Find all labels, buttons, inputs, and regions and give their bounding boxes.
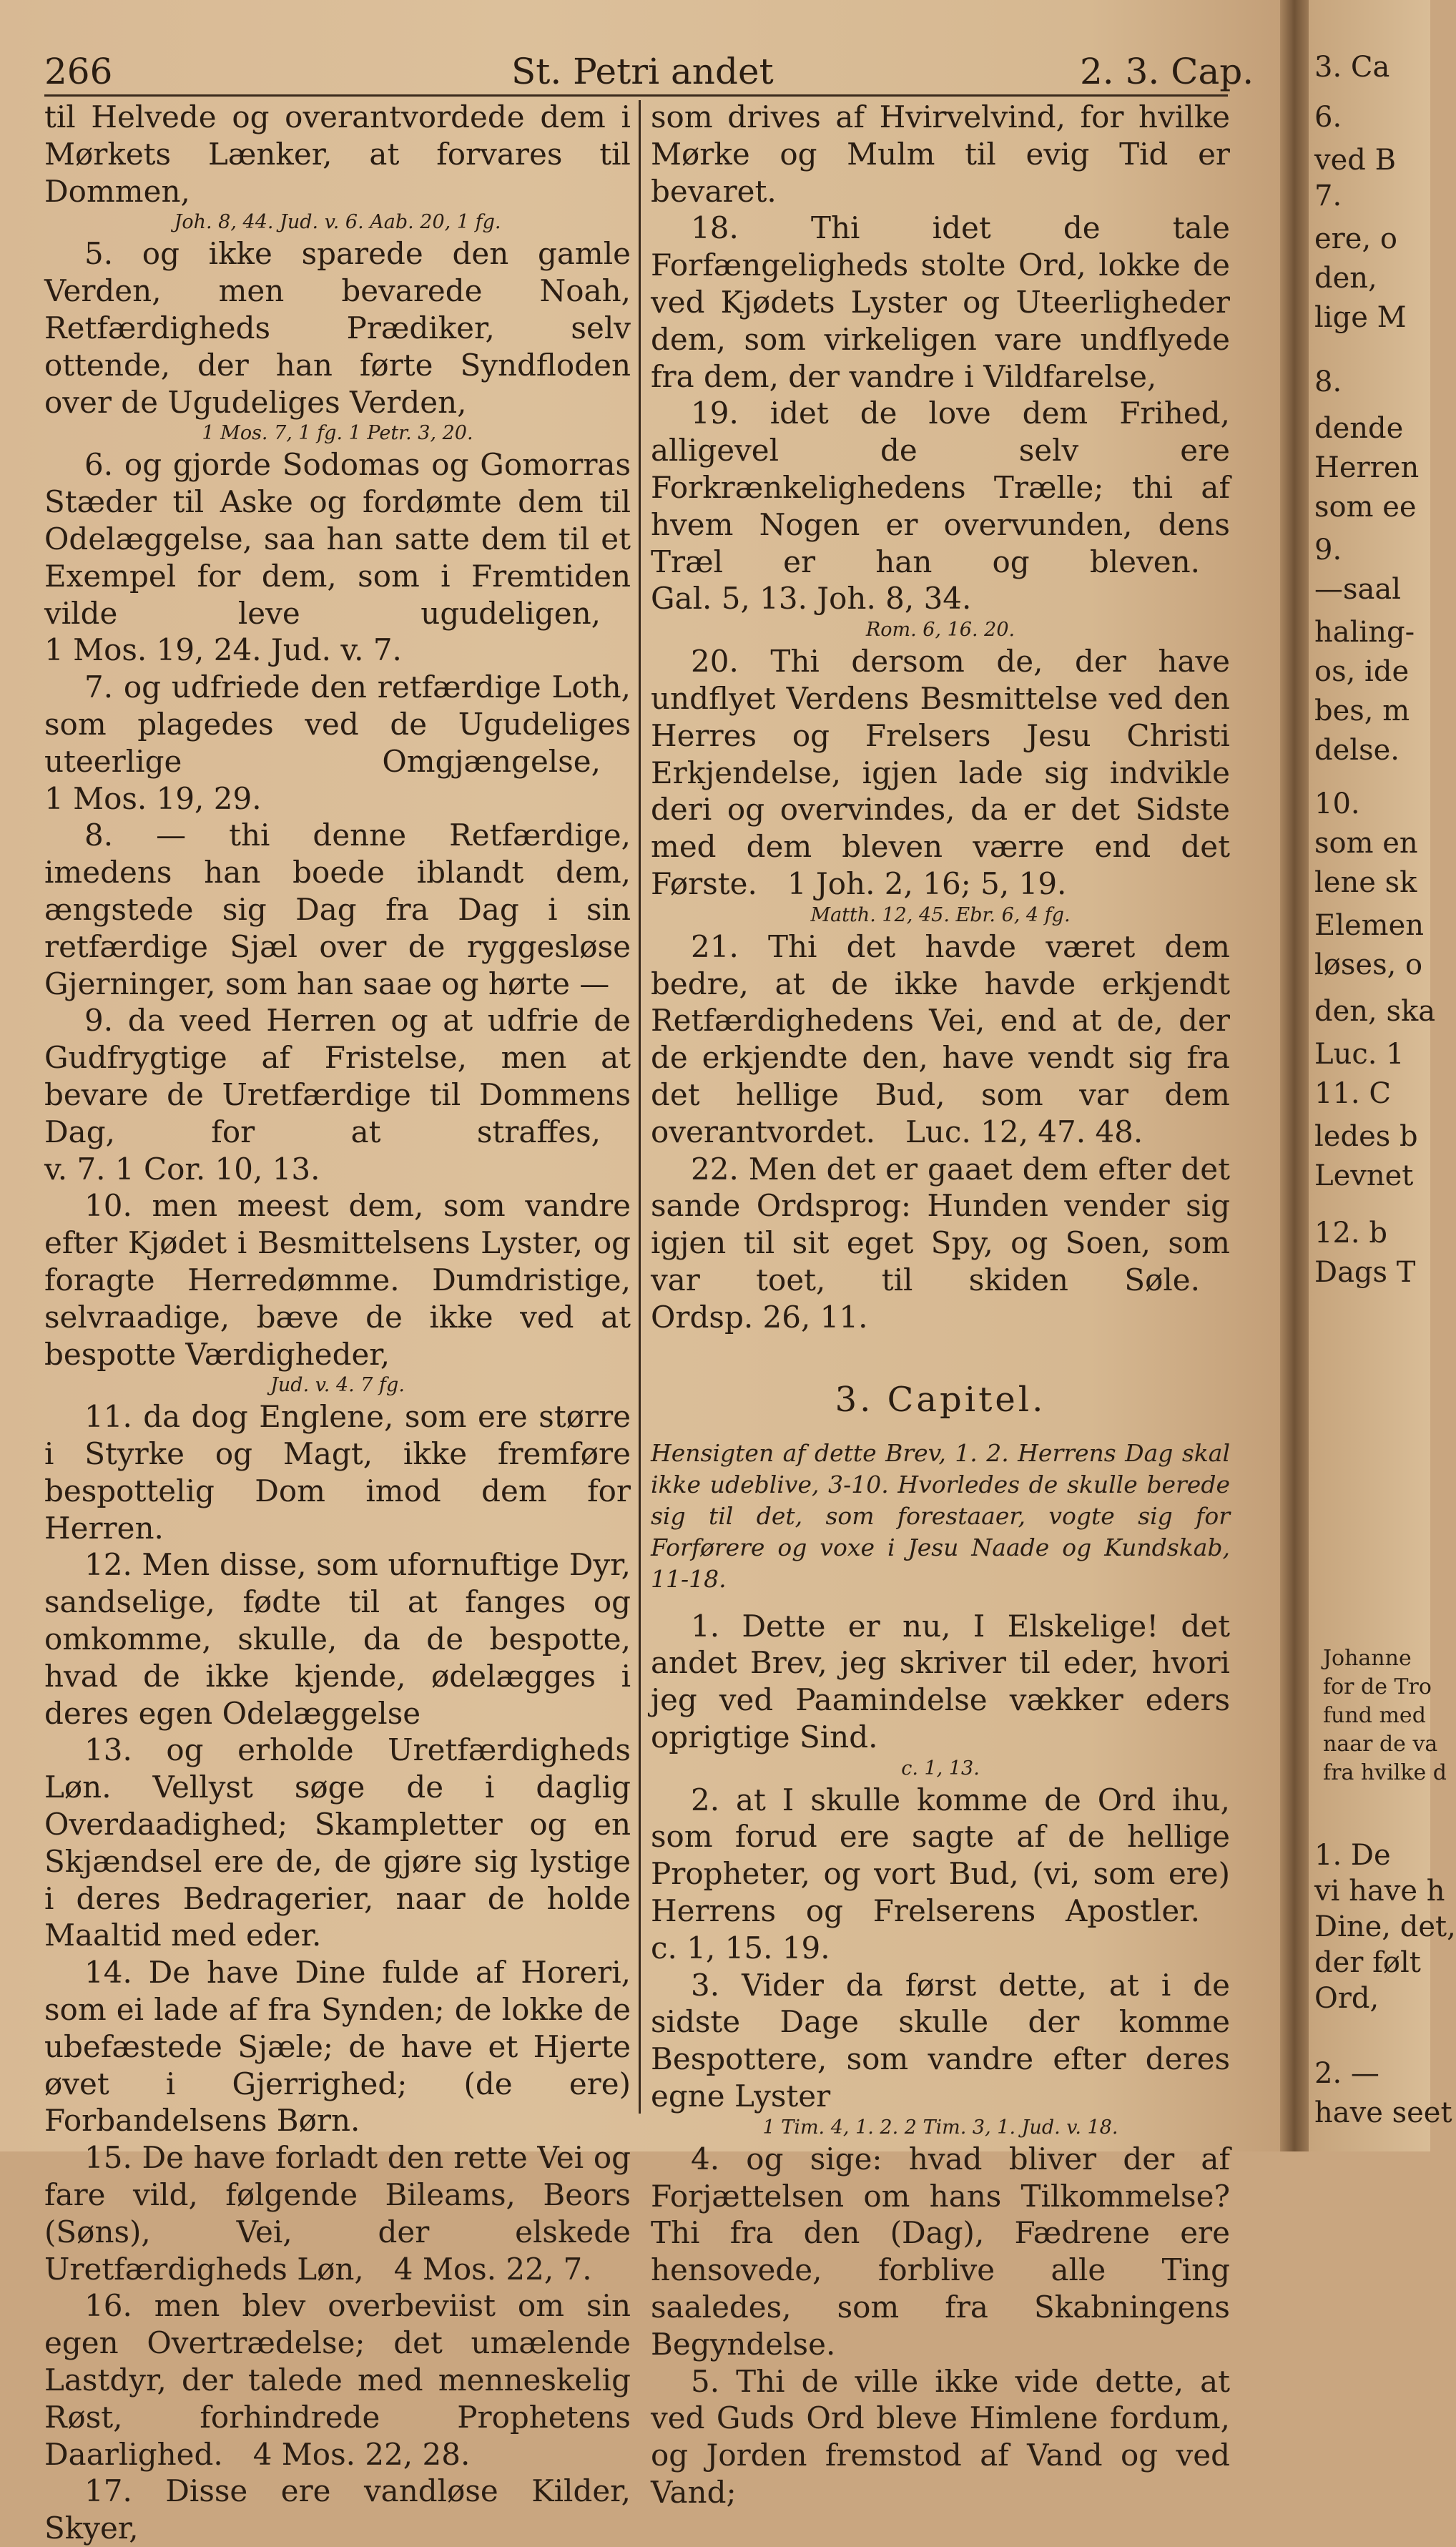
facing-page-text-fragment: 10. xyxy=(1314,787,1360,820)
facing-page-text-fragment: Dine, det, xyxy=(1314,1910,1456,1943)
facing-page-text-fragment: fund med xyxy=(1323,1703,1426,1728)
verse-paragraph xyxy=(44,235,631,421)
facing-page-text-fragment: for de Tro xyxy=(1323,1674,1432,1699)
facing-page-text-fragment: Johanne xyxy=(1323,1646,1412,1671)
facing-page-text-fragment: 1. De xyxy=(1314,1839,1391,1872)
facing-page-text-fragment: lige M xyxy=(1314,301,1407,334)
facing-page-text-fragment: fra hvilke d xyxy=(1323,1760,1447,1785)
verse-text: 4. og sige: hvad bliver der af Forjættelsen om hans Tilkommelse? Thi fra den (Dag), Fædrene ere hensovede, forblive alle Ting saaledes, som fra Skabningens Begyndelse. xyxy=(651,2141,1230,2362)
verse-paragraph xyxy=(44,669,631,817)
facing-page-text-fragment: Luc. 1 xyxy=(1314,1038,1405,1071)
facing-page-text-fragment: 11. C xyxy=(1314,1077,1391,1110)
facing-page-text-fragment: Levnet xyxy=(1314,1159,1414,1192)
header-rule xyxy=(44,94,1228,97)
facing-page-text-fragment: den, xyxy=(1314,262,1377,295)
verse-paragraph xyxy=(651,643,1230,903)
right-column xyxy=(651,99,1230,2511)
facing-page-text-fragment: 9. xyxy=(1314,534,1342,566)
verse-citation: 4 Mos. 22, 7. xyxy=(393,2251,592,2287)
cross-reference: Matth. 12, 45. Ebr. 6, 4 fg. xyxy=(810,903,1071,926)
verse-paragraph xyxy=(651,1608,1230,1756)
verse-paragraph xyxy=(44,2287,631,2473)
verse-paragraph xyxy=(651,99,1230,210)
verse-paragraph xyxy=(651,1782,1230,1967)
verse-text: 7. og udfriede den retfærdige Loth, som plagedes ved de Ugudeliges uteerlige Omgjængelse, xyxy=(44,669,631,779)
verse-text: 21. Thi det havde været dem bedre, at de ikke havde erkjendt Retfærdighedens Vei, end at de, der de erkjendte den, have vendt sig fra det hellige Bud, som var dem overantvordet. xyxy=(651,928,1230,1149)
facing-page-text-fragment: ere, o xyxy=(1314,222,1397,255)
facing-page-text-fragment: den, ska xyxy=(1314,995,1436,1028)
verse-paragraph xyxy=(44,1187,631,1373)
verse-paragraph xyxy=(44,1002,631,1187)
facing-page-text-fragment: Elemen xyxy=(1314,909,1425,942)
verse-text: 6. og gjorde Sodomas og Gomorras Stæder til Aske og fordømte dem til Odelæggelse, saa han satte dem til et Exempel for dem, som i Fremtiden vilde leve ugudeligen, xyxy=(44,447,631,631)
facing-page-text-fragment: ved B xyxy=(1314,144,1396,177)
verse-text: 9. da veed Herren og at udfrie de Gudfrygtige af Fristelse, men at bevare de Uretfærdige til Dommens Dag, for at straffes, xyxy=(44,1003,631,1149)
facing-page-text-fragment: have seet xyxy=(1314,2096,1452,2129)
facing-page-text-fragment: naar de va xyxy=(1323,1732,1438,1757)
verse-citation: Gal. 5, 13. Joh. 8, 34. xyxy=(651,581,972,617)
facing-page-text-fragment: delse. xyxy=(1314,734,1400,767)
facing-page-text-fragment: Dags T xyxy=(1314,1256,1416,1289)
column-divider xyxy=(639,100,641,2114)
verse-citation: 1 Mos. 19, 29. xyxy=(44,780,262,816)
facing-page-text-fragment: vi have h xyxy=(1314,1875,1445,1908)
verse-paragraph xyxy=(44,1546,631,1732)
facing-page-text-fragment: som ee xyxy=(1314,491,1417,524)
verse-text: 2. at I skulle komme de Ord ihu, som forud ere sagte af de hellige Propheter, og vort Bud, (vi, som ere) Herrens og Frelserens Apostler. xyxy=(651,1782,1230,1929)
facing-page-text-fragment: haling- xyxy=(1314,616,1415,649)
facing-page-text-fragment: dende xyxy=(1314,412,1404,445)
verse-text: 3. Vider da først dette, at i de sidste Dage skulle der komme Bespottere, som vandre efter deres egne Lyster xyxy=(651,1967,1230,2114)
verse-paragraph xyxy=(44,2139,631,2287)
running-title: St. Petri andet xyxy=(511,51,774,92)
facing-page-text-fragment: som en xyxy=(1314,827,1418,860)
verse-citation: Ordsp. 26, 11. xyxy=(651,1299,868,1335)
verse-text: 5. og ikke sparede den gamle Verden, men bevarede Noah, Retfærdigheds Prædiker, selv ottende, der han førte Syndfloden over de Ugudeliges Verden, xyxy=(44,236,631,420)
verse-paragraph xyxy=(651,928,1230,1151)
cross-reference: c. 1, 13. xyxy=(901,1757,980,1780)
verse-paragraph xyxy=(651,395,1230,617)
verse-paragraph xyxy=(651,2141,1230,2363)
facing-page-edge xyxy=(1309,0,1456,2151)
facing-page-text-fragment: lene sk xyxy=(1314,866,1417,899)
facing-page-text-fragment: 8. xyxy=(1314,365,1342,398)
cross-reference: 1 Mos. 7, 1 fg. 1 Petr. 3, 20. xyxy=(202,422,473,445)
left-column xyxy=(44,99,631,2547)
verse-paragraph xyxy=(651,210,1230,395)
facing-page-text-fragment: os, ide xyxy=(1314,655,1410,688)
book-gutter xyxy=(1280,0,1309,2151)
facing-page-text-fragment: der følt xyxy=(1314,1946,1421,1979)
verse-text: 10. men meest dem, som vandre efter Kjødet i Besmittelsens Lyster, og foragte Herredømme. Dumdristige, selvraadige, bæve de ikke ved at bespotte Værdigheder, xyxy=(44,1188,631,1372)
verse-paragraph xyxy=(44,817,631,1002)
verse-paragraph xyxy=(651,1967,1230,2115)
verse-paragraph xyxy=(651,1151,1230,1336)
facing-page-text-fragment: 7. xyxy=(1314,180,1342,212)
verse-text: 19. idet de love dem Frihed, alligevel de selv ere Forkrænkelighedens Trælle; thi af hvem Nogen er overvunden, dens Træl er han og bleven. xyxy=(651,396,1230,579)
verse-paragraph xyxy=(44,2473,631,2547)
verse-text: 18. Thi idet de tale Forfængeligheds stolte Ord, lokke de ved Kjødets Lyster og Uteerligheder dem, som virkeligen vare undflyede fra dem, der vandre i Vildfarelse, xyxy=(651,210,1230,394)
cross-reference: Jud. v. 4. 7 fg. xyxy=(270,1374,405,1397)
verse-text: 15. De have forladt den rette Vei og fare vild, følgende Bileams, Beors (Søns), Vei, der elskede Uretfærdigheds Løn, xyxy=(44,2140,631,2287)
verse-paragraph xyxy=(44,1732,631,1954)
facing-page-text-fragment: ledes b xyxy=(1314,1120,1418,1153)
cross-reference: Joh. 8, 44. Jud. v. 6. Aab. 20, 1 fg. xyxy=(174,211,501,234)
verse-text: som drives af Hvirvelvind, for hvilke Mørke og Mulm til evig Tid er bevaret. xyxy=(651,99,1230,209)
cross-reference: 1 Tim. 4, 1. 2. 2 Tim. 3, 1. Jud. v. 18. xyxy=(762,2116,1118,2139)
chapter-heading: 3. Capitel. xyxy=(835,1379,1046,1420)
chapter-reference: 2. 3. Cap. xyxy=(1080,51,1254,92)
facing-page-text-fragment: 3. Ca xyxy=(1314,51,1390,84)
verse-paragraph xyxy=(44,1398,631,1546)
verse-text: 8. — thi denne Retfærdige, imedens han boede iblandt dem, ængstede sig Dag fra Dag i sin retfærdige Sjæl over de ryggesløse Gjerninger, som han saae og hørte — xyxy=(44,818,631,1001)
facing-page-text-fragment: 12. b xyxy=(1314,1217,1387,1250)
facing-page-text-fragment: bes, m xyxy=(1314,695,1410,727)
verse-citation: 1 Mos. 19, 24. Jud. v. 7. xyxy=(44,632,402,668)
chapter-summary: Hensigten af dette Brev, 1. 2. Herrens Dag skal ikke udeblive, 3-10. Hvorledes de skulle berede sig til det, som forestaaer, vogte sig for Forførere og voxe i Jesu Naade og Kundskab, 11-18. xyxy=(651,1438,1230,1593)
verse-citation: c. 1, 15. 19. xyxy=(651,1930,830,1966)
facing-page-text-fragment: løses, o xyxy=(1314,948,1423,981)
verse-text: 22. Men det er gaaet dem efter det sande Ordsprog: Hunden vender sig igjen til sit eget Spy, og Soen, som var toet, til skiden Søle. xyxy=(651,1151,1230,1297)
verse-paragraph xyxy=(651,2363,1230,2511)
verse-paragraph xyxy=(44,1954,631,2139)
verse-paragraph xyxy=(44,446,631,669)
facing-page-text-fragment: Herren xyxy=(1314,451,1420,484)
facing-page-text-fragment: 2. — xyxy=(1314,2057,1379,2090)
verse-text: 5. Thi de ville ikke vide dette, at ved Guds Ord bleve Himlene fordum, og Jorden fremstod af Vand og ved Vand; xyxy=(651,2363,1230,2511)
verse-citation: 1 Joh. 2, 16; 5, 19. xyxy=(787,865,1067,901)
verse-text: 12. Men disse, som ufornuftige Dyr, sandselige, fødte til at fanges og omkomme, skulle, da de bespotte, hvad de ikke kjende, ødelægges i deres egen Odelæggelse xyxy=(44,1547,631,1731)
verse-citation: 4 Mos. 22, 28. xyxy=(252,2436,471,2472)
verse-citation: Luc. 12, 47. 48. xyxy=(905,1114,1143,1149)
verse-citation: v. 7. 1 Cor. 10, 13. xyxy=(44,1151,320,1187)
verse-text: 20. Thi dersom de, der have undflyet Verdens Besmittelse ved den Herres og Frelsers Jesu Christi Erkjendelse, igjen lade sig indvikle deri og overvindes, da er det Sidste med dem bleven værre end det Første. xyxy=(651,644,1230,901)
facing-page-text-fragment: 6. xyxy=(1314,101,1342,134)
verse-text: 17. Disse ere vandløse Kilder, Skyer, xyxy=(44,2473,631,2546)
facing-page-text-fragment: Ord, xyxy=(1314,1982,1379,2015)
verse-paragraph xyxy=(44,99,631,210)
page-number: 266 xyxy=(44,51,113,92)
facing-page-text-fragment: —saal xyxy=(1314,573,1402,606)
verse-text: 14. De have Dine fulde af Horeri, som ei lade af fra Synden; de lokke de ubefæstede Sjæle; de have et Hjerte øvet i Gjerrighed; (de ere) Forbandelsens Børn. xyxy=(44,1955,631,2139)
verse-text: 1. Dette er nu, I Elskelige! det andet Brev, jeg skriver til eder, hvori jeg ved Paamindelse vækker eders oprigtige Sind. xyxy=(651,1608,1230,1755)
verse-text: 11. da dog Englene, som ere større i Styrke og Magt, ikke fremføre bespottelig Dom imod dem for Herren. xyxy=(44,1399,631,1546)
verse-text: 16. men blev overbeviist om sin egen Overtrædelse; det umælende Lastdyr, der talede med menneskelig Røst, forhindrede Prophetens Daarlighed. xyxy=(44,2288,631,2472)
verse-text: 13. og erholde Uretfærdigheds Løn. Vellyst søge de i daglig Overdaadighed; Skampletter og en Skjændsel ere de, de gjøre sig lystige i deres Bedragerier, naar de holde Maaltid med eder. xyxy=(44,1732,631,1953)
verse-text: til Helvede og overantvordede dem i Mørkets Lænker, at forvares til Dommen, xyxy=(44,99,631,209)
cross-reference: Rom. 6, 16. 20. xyxy=(865,619,1015,642)
